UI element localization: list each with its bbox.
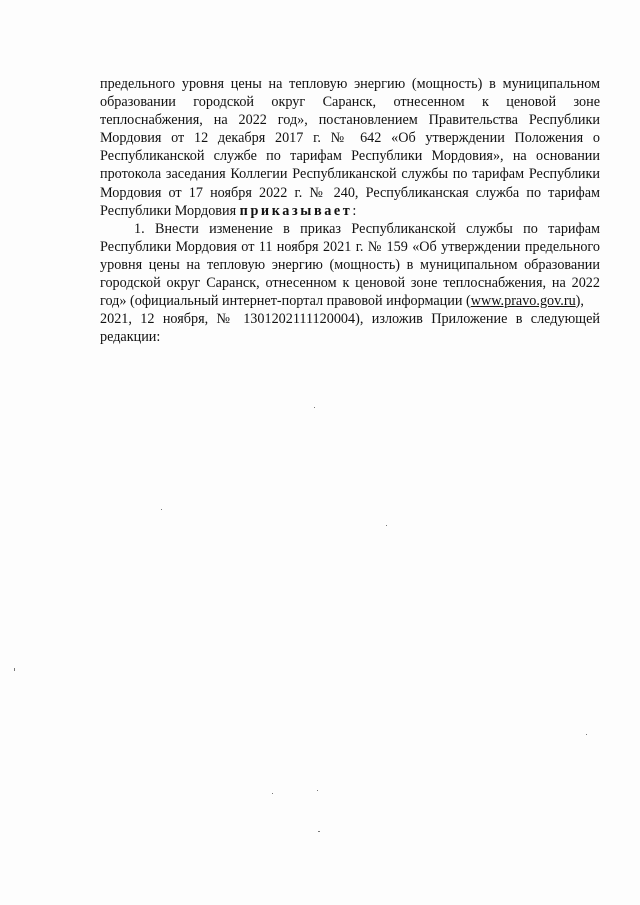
text-line: предельного уровня цены на тепловую энергию (мощность) в муниципальном [100, 76, 600, 92]
paragraph-1 [100, 220, 600, 347]
text-fragment: ), [575, 293, 584, 310]
text-line: протокола заседания Коллегии Республиканской службы по тарифам Республики [100, 166, 600, 183]
scan-speck [14, 668, 15, 671]
scan-speck [386, 525, 387, 526]
text-line: Республиканской службе по тарифам Республики Мордовия», на основании [100, 148, 600, 165]
text-line: Мордовия от 12 декабря 2017 г. № 642 «Об утверждении Положения о [100, 130, 600, 147]
scan-speck [272, 793, 273, 794]
text-line: Мордовия от 17 ноября 2022 г. № 240, Республиканская служба по тарифам [100, 184, 600, 201]
text-fragment: год» (официальный интернет-портал правовой информации ( [100, 293, 471, 310]
order-keyword: приказывает [239, 202, 353, 219]
intro-paragraph [100, 75, 600, 220]
scan-speck [318, 831, 320, 832]
scan-speck [317, 790, 318, 791]
text-line: уровня цены на тепловую энергию (мощность) в муниципальном образовании [100, 256, 600, 273]
text-line: городской округ Саранск, отнесенном к ценовой зоне теплоснабжения, на 2022 [100, 275, 600, 292]
document-body [100, 75, 600, 346]
text-fragment: Республики Мордовия [100, 202, 240, 219]
text-line: 2021, 12 ноября, № 1301202111120004), изложив Приложение в следующей [100, 311, 600, 328]
text-line: Республики Мордовия от 11 ноября 2021 г. № 159 «Об утверждении предельного [100, 238, 600, 255]
text-line: редакции: [100, 329, 161, 346]
text-line [100, 202, 600, 220]
text-line: теплоснабжения, на 2022 год», постановлением Правительства Республики [100, 112, 600, 129]
text-line: 1. Внести изменение в приказ Республиканской службы по тарифам [134, 220, 600, 237]
scan-speck [161, 509, 162, 510]
scan-speck [314, 407, 315, 408]
text-fragment: : [352, 202, 357, 219]
text-line [100, 292, 600, 310]
scan-speck [586, 734, 587, 735]
text-line: образовании городской округ Саранск, отнесенном к ценовой зоне [100, 94, 600, 111]
pravo-link[interactable]: www.pravo.gov.ru [470, 293, 576, 310]
